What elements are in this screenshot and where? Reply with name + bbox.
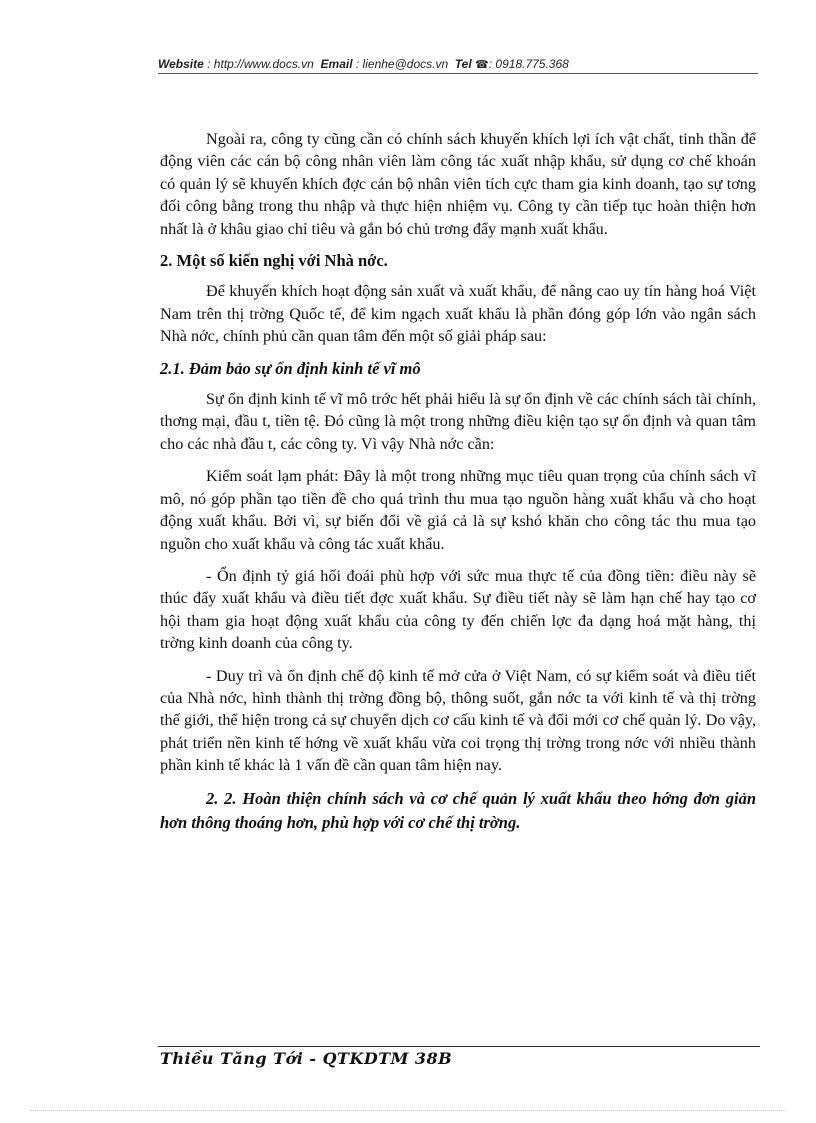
tel-label: Tel (454, 57, 472, 71)
subsection-heading-2-1: 2.1. Đảm bảo sự ổn định kinh tế vĩ mô (160, 358, 421, 378)
page-bottom-border (30, 1110, 786, 1111)
website-url[interactable]: : http://www.docs.vn (207, 57, 314, 71)
paragraph-macro-stability: Sự ổn định kinh tế vĩ mô trớc hết phải hiểu là sự ổn định về các chính sách tài chính, thơng mại, đầu t, tiền tệ. Đó cũng là một trong những điều kiện tạo sự ổn định và quan tâm cho các nhà đầu t, các công ty. Vì vậy Nhà nớc cần: (160, 390, 756, 453)
paragraph-inflation-control: Kiểm soát lạm phát: Đây là một trong những mục tiêu quan trọng của chính sách vĩ mô, nó góp phần tạo tiền đề cho quá trình thu mua tạo nguồn hàng xuất khẩu và cho hoạt động xuất khẩu. Bởi vì, sự biến đổi về giá cả là sự kshó khăn cho công tác thu mua tạo nguồn cho xuất khẩu và công tác xuất khẩu. (160, 467, 756, 553)
paragraph-open-economy: - Duy trì và ổn định chế độ kinh tế mở cửa ở Việt Nam, có sự kiểm soát và điều tiết của Nhà nớc, hình thành thị trờng đồng bộ, thông suốt, gắn nớc ta với kinh tế và thị trờng thế giới, thể hiện trong cả sự chuyển dịch cơ cấu kinh tế và đổi mới cơ chế quản lý. Do vậy, phát triển nền kinh tế hớng về xuất khẩu vừa coi trọng thị trờng trong nớc với nhiều thành phần kinh tế khác là 1 vấn đề cần quan tâm hiện nay. (160, 666, 756, 775)
paragraph-intro-solutions: Để khuyến khích hoạt động sản xuất và xuất khẩu, để nâng cao uy tín hàng hoá Việt Nam trên thị trờng Quốc tế, để kim ngạch xuất khẩu là phần đóng góp lớn vào ngân sách Nhà nớc, chính phủ cần quan tâm đến một số giải pháp sau: (160, 282, 756, 346)
website-label: Website (158, 57, 204, 71)
section-heading-2: 2. Một số kiến nghị với Nhà nớc. (160, 251, 388, 271)
tel-number: : 0918.775.368 (488, 57, 569, 71)
page-footer: Thiều Tăng Tới - QTKDTM 38B (160, 1049, 453, 1068)
paragraph-exchange-rate: - Ổn định tỷ giá hối đoái phù hợp với sức mua thực tế của đồng tiền: điều này sẽ thúc đẩy xuất khẩu và điều tiết đợc xuất khẩu. Sự điều tiết này sẽ làm hạn chế hay tạo cơ hội tham gia hoạt động xuất khẩu của công ty đến chiến lợc đa dạng hoá mặt hàng, thị trờng kinh doanh của công ty. (160, 566, 756, 653)
document-body (160, 128, 756, 835)
paragraph-incentives: Ngoài ra, công ty cũng cần có chính sách khuyến khích lợi ích vật chất, tinh thần để động viên các cán bộ công nhân viên làm công tác xuất nhập khẩu, sử dụng cơ chế khoán có quản lý sẽ khuyến khích đợc cán bộ nhân viên tích cực tham gia kinh doanh, tạo sự tơng đối công bằng trong thu nhập và thực hiện nhiệm vụ. Công ty cần tiếp tục hoàn thiện hơn nhất là ở khâu giao chỉ tiêu và gắn bó chủ trơng đẩy mạnh xuất khẩu. (160, 130, 756, 238)
subsection-heading-2-2: 2. 2. Hoàn thiện chính sách và cơ chế quản lý xuất khẩu theo hớng đơn giản hơn thông thoáng hơn, phù hợp với cơ chế thị trờng. (160, 788, 756, 832)
phone-icon: ☎ (475, 59, 489, 71)
header-divider (158, 73, 758, 74)
email-label: Email (320, 57, 353, 71)
email-address[interactable]: : lienhe@docs.vn (355, 57, 449, 71)
footer-divider (158, 1046, 760, 1047)
page-header (158, 57, 758, 71)
